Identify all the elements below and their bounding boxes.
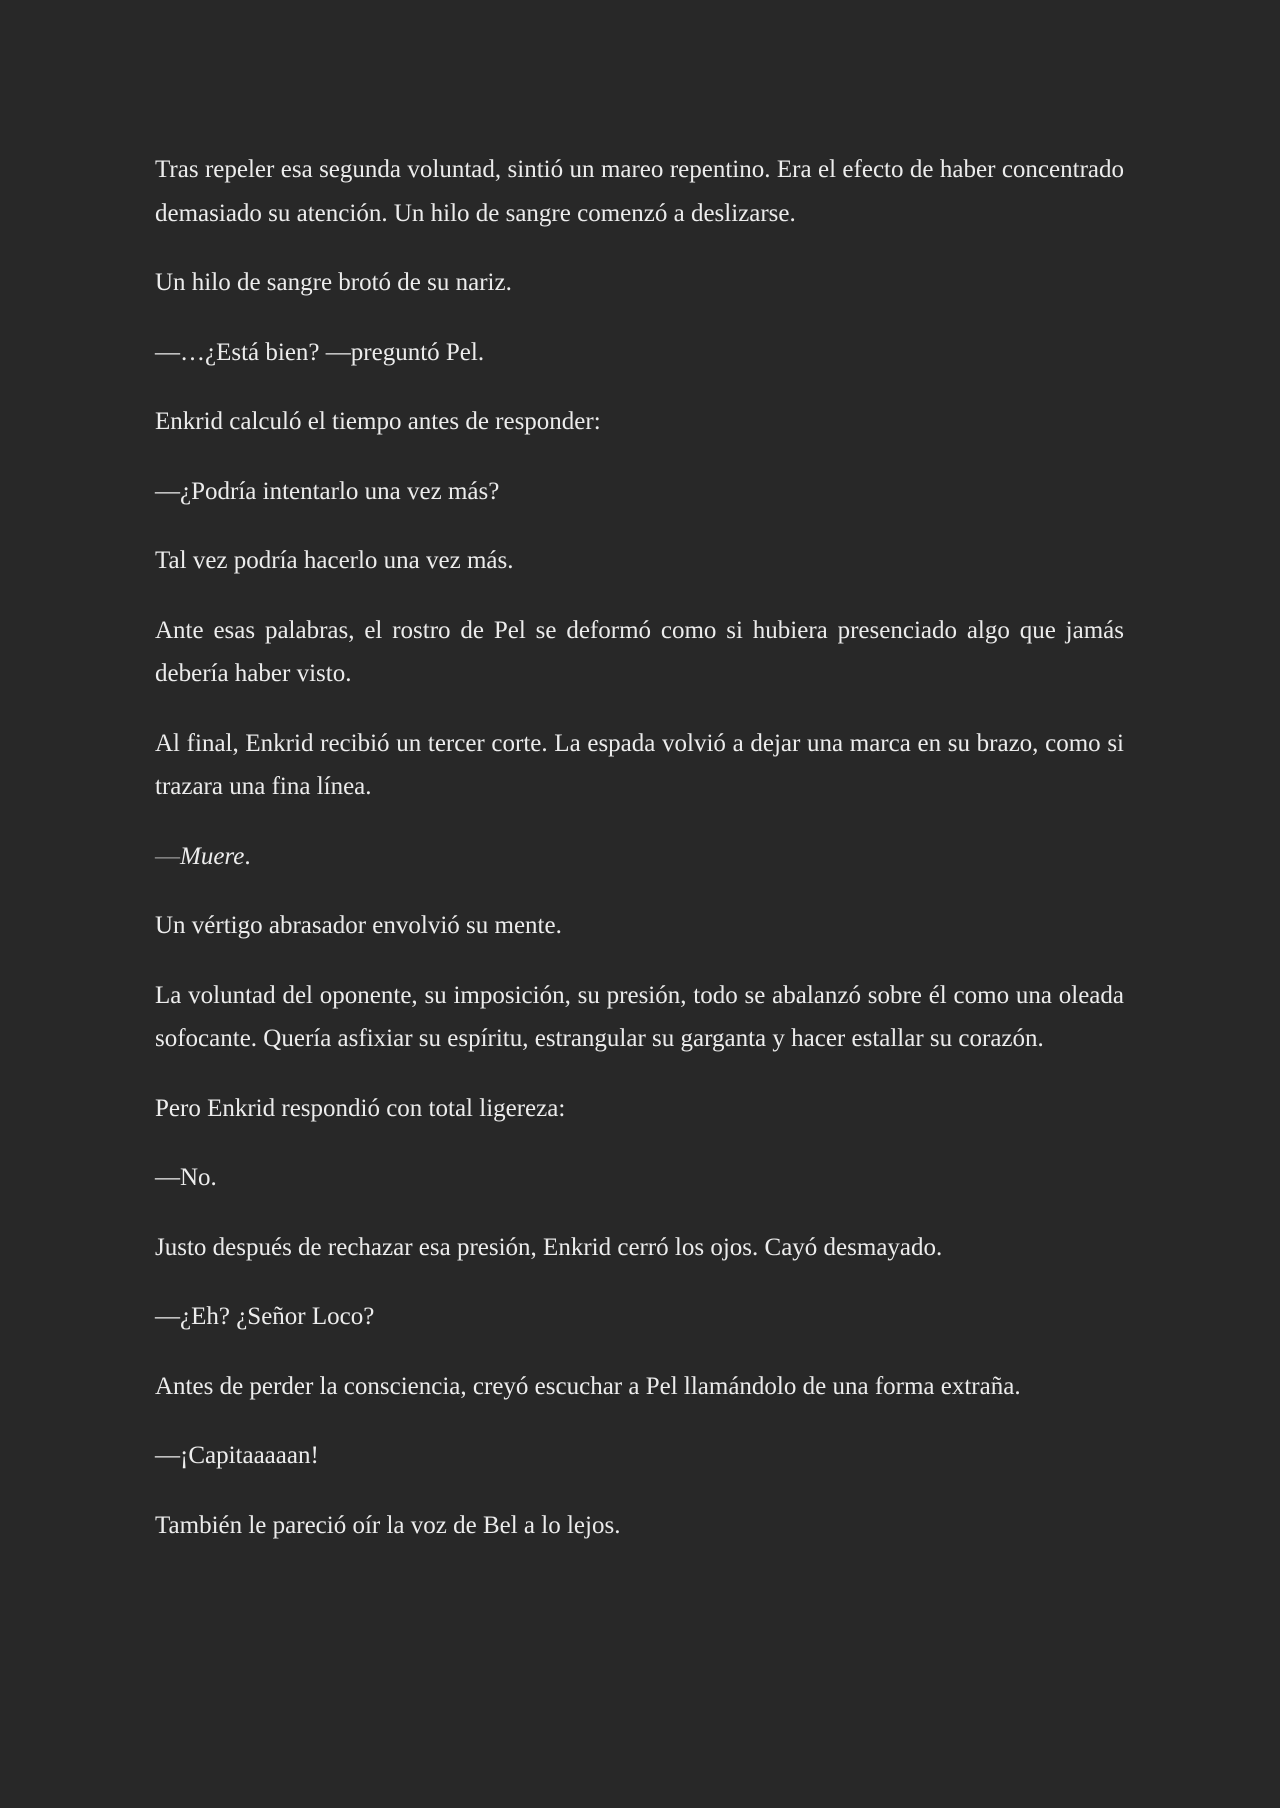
paragraph-italic-line: [155, 835, 1124, 879]
paragraph: Tal vez podría hacerlo una vez más.: [155, 547, 514, 574]
italic-word: Muere: [180, 842, 245, 870]
paragraph: Al final, Enkrid recibió un tercer corte. La espada volvió a dejar una marca en su brazo, como si trazara una fina línea.: [155, 729, 1124, 800]
chapter-text: [155, 148, 1124, 1547]
paragraph: —No.: [155, 1164, 217, 1191]
paragraph: —¿Podría intentarlo una vez más?: [155, 477, 500, 505]
paragraph: Justo después de rechazar esa presión, Enkrid cerró los ojos. Cayó desmayado.: [155, 1233, 943, 1261]
period: .: [244, 842, 251, 870]
paragraph: Tras repeler esa segunda voluntad, sintió un mareo repentino. Era el efecto de haber concentrado demasiado su atención. Un hilo de sangre comenzó a deslizarse.: [155, 156, 1124, 227]
paragraph: Un vértigo abrasador envolvió su mente.: [155, 912, 562, 939]
paragraph: También le pareció oír la voz de Bel a lo lejos.: [155, 1511, 621, 1539]
em-dash: —: [155, 842, 180, 870]
paragraph: —¡Capitaaaaan!: [155, 1442, 319, 1469]
paragraph: Ante esas palabras, el rostro de Pel se deformó como si hubiera presenciado algo que jamás debería haber visto.: [155, 616, 1124, 687]
paragraph: Antes de perder la consciencia, creyó escuchar a Pel llamándolo de una forma extraña.: [155, 1372, 1021, 1400]
paragraph: Un hilo de sangre brotó de su nariz.: [155, 269, 512, 296]
paragraph: Enkrid calculó el tiempo antes de responder:: [155, 408, 601, 435]
paragraph: La voluntad del oponente, su imposición, su presión, todo se abalanzó sobre él como una oleada sofocante. Quería asfixiar su espíritu, estrangular su garganta y hacer estallar su corazón.: [155, 981, 1124, 1052]
paragraph: Pero Enkrid respondió con total ligereza:: [155, 1094, 566, 1122]
paragraph: —¿Eh? ¿Señor Loco?: [155, 1303, 375, 1330]
paragraph: —…¿Está bien? —preguntó Pel.: [155, 338, 485, 366]
